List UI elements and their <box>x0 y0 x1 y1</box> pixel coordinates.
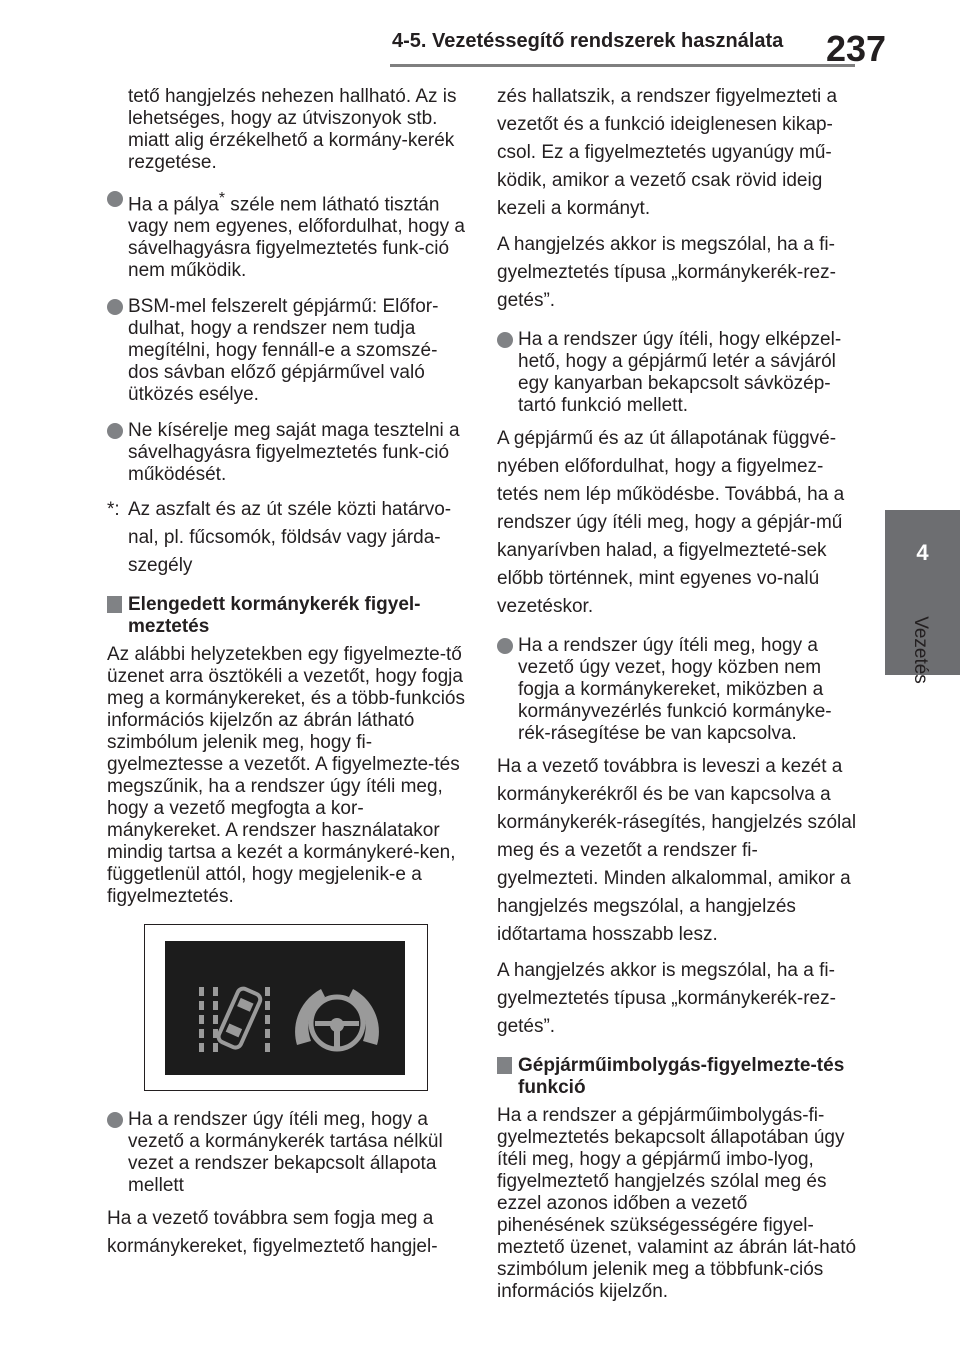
page-header <box>0 0 960 80</box>
bullet-text: Ha a rendszer úgy ítéli meg, hogy a vezető a kormánykerék tartása nélkül vezet a rendszer bekapcsolt állapota mellett <box>128 1109 443 1197</box>
section-title: 4-5. Vezetéssegítő rendszerek használata <box>392 30 784 52</box>
paragraph: Ha a vezető továbbra sem fogja meg a kormánykereket, figyelmeztető hangjel- <box>107 1208 438 1258</box>
heading-text: Elengedett kormánykerék figyel-meztetés <box>128 594 421 638</box>
paragraph: A hangjelzés akkor is megszólal, ha a fi-gyelmeztetés típusa „kormánykerék-rez-getés”. <box>497 960 836 1037</box>
bullet-dot-icon <box>107 299 123 315</box>
bullet-dot-icon <box>497 638 513 654</box>
paragraph: Az alábbi helyzetekben egy figyelmezte-tő üzenet arra ösztökéli a vezetőt, hogy fogja meg a kormánykereket, és a több-funkciós információs kijelzőn az ábrán látható szimbólum jelenik meg, hogy fi-gyelmeztesse a vezetőt. A figyelmezte-tés megszűnik, ha a rendszer úgy ítéli meg, hogy a vezető megfogta a kor-mánykereket. A rendszer használatakor mindig tartsa a kezét a kormánykeré-ken, függetlenül attól, hogy megjelenik-e a figyelmeztetés. <box>107 644 466 908</box>
paragraph: A hangjelzés akkor is megszólal, ha a fi-gyelmeztetés típusa „kormánykerék-rez-getés”. <box>497 234 836 311</box>
bullet-item <box>497 329 857 417</box>
bullet-item <box>107 420 467 486</box>
page-number: 237 <box>826 28 887 69</box>
bullet-item <box>107 188 467 282</box>
bullet-text: Ne kísérelje meg saját maga tesztelni a sávelhagyásra figyelmeztetés funk-ció működését. <box>128 420 460 486</box>
lane-departure-icon <box>199 987 270 1052</box>
chapter-label-text: Vezetés <box>909 616 931 684</box>
subsection-heading <box>107 594 467 638</box>
hands-off-steering-wheel-icon <box>295 989 379 1049</box>
paragraph: zés hallatszik, a rendszer figyelmezteti a vezetőt és a funkció ideiglenesen kikap-csol. Ez a figyelmeztetés ugyanúgy mű-ködik, amikor a vezető csak rövid ideig kezeli a kormányt. <box>497 86 838 219</box>
bullet-text: BSM-mel felszerelt gépjármű: Előfor-dulhat, hogy a rendszer nem tudja megítélni, hogy fennáll-e a szomszé-dos sávban előző gépjárművel való ütközés esélye. <box>128 296 439 406</box>
paragraph: Ha a rendszer a gépjárműimbolygás-fi-gyelmeztetés bekapcsolt állapotában úgy ítéli meg, hogy a gépjármű imbo-lyog, figyelmeztető hangjelzés szólal meg és ezzel azonos időben a vezető pihenésének szükségességére figyel-meztető üzenet, valamint az ábrán lát-ható szimbólum jelenik meg a többfunk-ciós információs kijelzőn. <box>497 1105 857 1302</box>
header-rule <box>390 64 855 67</box>
left-column <box>107 86 467 1261</box>
bullet-text: széle nem látható tisztán vagy nem egyenes, előfordulhat, hogy a sávelhagyásra figyelmeztetés funk-ció nem működik. <box>128 194 465 282</box>
bullet-dot-icon <box>107 1112 123 1128</box>
bullet-dot-icon <box>107 191 123 207</box>
bullet-item <box>107 1109 467 1197</box>
figure-svg <box>165 941 405 1075</box>
right-column <box>497 86 857 1303</box>
bullet-dot-icon <box>107 423 123 439</box>
footnote-marker: *: <box>107 499 120 521</box>
heading-square-icon <box>107 596 122 613</box>
paragraph: tető hangjelzés nehezen hallható. Az is lehetséges, hogy az útviszonyok stb. miatt alig érzékelhető a kormány-kerék rezgetése. <box>128 86 457 173</box>
bullet-text: Ha a rendszer úgy ítéli meg, hogy a vezető úgy vezet, hogy közben nem fogja a kormánykereket, miközben a kormányvezérlés funkció kormányke-rék-rásegítése be van kapcsolva. <box>518 635 832 744</box>
paragraph: A gépjármű és az út állapotának függvé-nyében előfordulhat, hogy a figyelmez-tetés nem lép működésbe. Továbbá, ha a rendszer úgy ítéli meg, hogy a gépjár-mű kanyarívben halad, a figyelmezteté-sek előbb történnek, mint egyenes vo-nalú vezetéskor. <box>497 428 845 617</box>
bullet-item <box>107 296 467 406</box>
bullet-text: Ha a rendszer úgy ítéli, hogy elképzel-hető, hogy a gépjármű letér a sávjáról egy kanyarban bekapcsolt sávközép-tartó funkció mellett. <box>518 329 842 416</box>
chapter-number: 4 <box>916 540 929 565</box>
bullet-item <box>497 635 857 745</box>
bullet-dot-icon <box>497 332 513 348</box>
multi-info-display <box>165 941 405 1075</box>
footnote-text: Az aszfalt és az út széle közti határvo-nal, pl. fűcsomók, földsáv vagy járda-szegély <box>128 499 452 577</box>
heading-square-icon <box>497 1057 512 1074</box>
subsection-heading <box>497 1055 857 1099</box>
chapter-label <box>880 610 960 690</box>
display-figure <box>144 924 428 1091</box>
bullet-text: Ha a pálya <box>128 194 219 216</box>
footnote-marker: * <box>218 190 226 207</box>
paragraph: Ha a vezető továbbra is leveszi a kezét a kormánykerékről és be van kapcsolva a kormánykerék-rásegítés, hangjelzés szólal meg és a vezetőt a rendszer fi-gyelmezteti. Minden alkalommal, amikor a hangjelzés megszólal, a hangjelzés időtartama hosszabb lesz. <box>497 756 857 945</box>
footnote <box>107 496 467 580</box>
heading-text: Gépjárműimbolygás-figyelmezte-tés funkció <box>518 1055 845 1098</box>
